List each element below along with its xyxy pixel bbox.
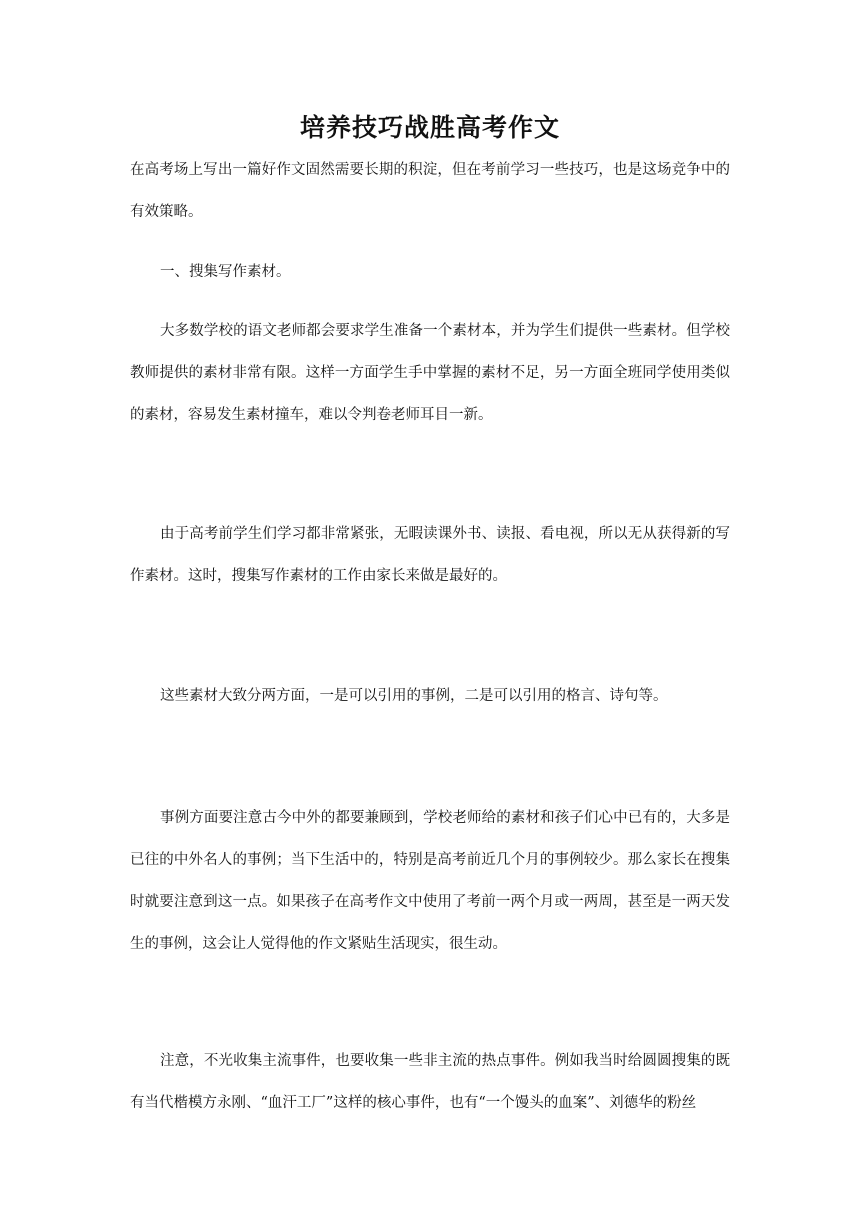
- paragraph-parents-role: 由于高考前学生们学习都非常紧张，无暇读课外书、读报、看电视，所以无从获得新的写作素材。这时，搜集写作素材的工作由家长来做是最好的。: [130, 526, 730, 584]
- paragraph-intro: 在高考场上写出一篇好作文固然需要长期的积淀，但在考前学习一些技巧，也是这场竞争中的有效策略。: [130, 162, 730, 220]
- document-title: 培养技巧战胜高考作文: [299, 113, 560, 142]
- paragraph-two-aspects: 这些素材大致分两方面，一是可以引用的事例，二是可以引用的格言、诗句等。: [160, 688, 668, 704]
- paragraph-materials: 大多数学校的语文老师都会要求学生准备一个素材本，并为学生们提供一些素材。但学校教师提供的素材非常有限。这样一方面学生手中掌握的素材不足，另一方面全班同学使用类似的素材，容易发生素材撞车，难以令判卷老师耳目一新。: [130, 323, 730, 423]
- paragraph-non-mainstream: 注意，不光收集主流事件，也要收集一些非主流的热点事件。例如我当时给圆圆搜集的既有当代楷模方永刚、“血汗工厂”这样的核心事件，也有“一个馒头的血案”、刘德华的粉丝: [130, 1053, 730, 1111]
- paragraph-examples: 事例方面要注意古今中外的都要兼顾到，学校老师给的素材和孩子们心中已有的，大多是已往的中外名人的事例；当下生活中的，特别是高考前近几个月的事例较少。那么家长在搜集时就要注意到这一点。如果孩子在高考作文中使用了考前一两个月或一两周，甚至是一两天发生的事例，这会让人觉得他的作文紧贴生活现实，很生动。: [130, 810, 730, 952]
- paragraph-section-heading: 一、搜集写作素材。: [160, 264, 291, 280]
